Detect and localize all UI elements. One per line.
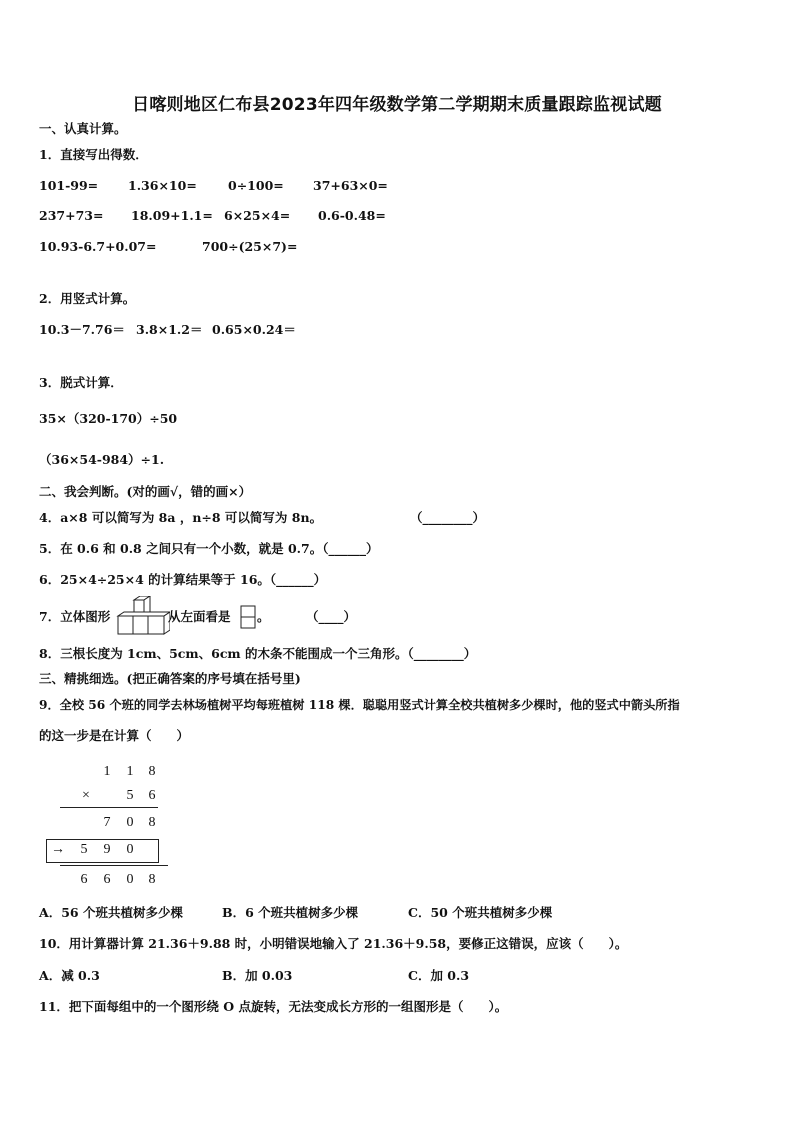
calc-digit: 1	[126, 764, 134, 779]
calc-digit: 6	[103, 872, 111, 887]
q1-item: 37+63×0=	[313, 178, 388, 193]
calc-digit: 7	[103, 815, 111, 830]
calc-digit: 6	[148, 788, 156, 803]
calc-digit: 1	[103, 764, 111, 779]
section-3-heading: 三、精挑细选。(把正确答案的序号填在括号里)	[39, 671, 301, 686]
q7-suffix: 。	[257, 609, 270, 624]
calc-digit: 5	[126, 788, 134, 803]
q9-line-2: 的这一步是在计算（ ）	[39, 728, 190, 743]
q1-item: 0÷100=	[228, 178, 284, 193]
solid-figure-image	[114, 596, 170, 636]
q7-middle: 从左面看是	[168, 609, 231, 624]
q8-text: 8．三根长度为 1cm、5cm、6cm 的木条不能围成一个三角形。（________）	[39, 646, 477, 661]
side-view-image	[240, 605, 256, 629]
calc-digit: 9	[103, 842, 111, 857]
q2-item: 3.8×1.2＝	[136, 322, 203, 337]
section-2-heading: 二、我会判断。(对的画√，错的画×）	[39, 484, 252, 499]
q1-item: 18.09+1.1=	[131, 208, 213, 223]
q1-label: 1．直接写出得数．	[39, 147, 148, 162]
calc-digit: 8	[148, 764, 156, 779]
calc-rule	[60, 807, 158, 808]
q2-label: 2．用竖式计算。	[39, 291, 136, 306]
calc-digit: 0	[126, 872, 134, 887]
q9-option-b: B．6 个班共植树多少棵	[222, 905, 359, 920]
q10-option-b: B．加 0.03	[222, 968, 293, 983]
q9-line-1: 9．全校 56 个班的同学去林场植树平均每班植树 118 棵．聪聪用竖式计算全校共植树多少棵时，他的竖式中箭头所指	[39, 698, 680, 712]
calc-digit: 8	[148, 815, 156, 830]
calc-rule	[60, 865, 168, 866]
q6-text: 6．25×4÷25×4 的计算结果等于 16。（______）	[39, 572, 327, 587]
calc-digit: 0	[126, 842, 134, 857]
q9-option-a: A．56 个班共植树多少棵	[39, 905, 183, 920]
q1-item: 1.36×10=	[128, 178, 197, 193]
q1-item: 0.6-0.48=	[318, 208, 386, 223]
q4-answer-blank: （________）	[410, 510, 486, 525]
q7-prefix: 7．立体图形	[39, 609, 111, 624]
page-title: 日喀则地区仁布县2023年四年级数学第二学期期末质量跟踪监视试题	[132, 95, 662, 115]
q4-text: 4．a×8 可以简写为 8a ，n÷8 可以简写为 8n。	[39, 510, 323, 525]
q3-item: （36×54-984）÷1.	[39, 452, 165, 467]
calc-digit: 5	[80, 842, 88, 857]
q9-option-c: C．50 个班共植树多少棵	[408, 905, 553, 920]
section-1-heading: 一、认真计算。	[39, 121, 127, 136]
q7-answer-blank: （____）	[306, 609, 357, 624]
q1-item: 700÷(25×7)=	[202, 239, 298, 254]
q11-text: 11．把下面每组中的一个图形绕 O 点旋转，无法变成长方形的一组图形是（ ）。	[39, 999, 508, 1014]
multiply-sign: ×	[82, 788, 90, 803]
q10-option-a: A．减 0.3	[39, 968, 100, 983]
q10-option-c: C．加 0.3	[408, 968, 470, 983]
q2-item: 10.3－7.76＝	[39, 322, 125, 337]
q10-text: 10．用计算器计算 21.36＋9.88 时，小明错误地输入了 21.36＋9.58，要修正这错误，应该（ ）。	[39, 936, 628, 951]
q1-item: 237+73=	[39, 208, 104, 223]
q2-item: 0.65×0.24＝	[212, 322, 296, 337]
calc-digit: 6	[80, 872, 88, 887]
calc-digit: 8	[148, 872, 156, 887]
q5-text: 5．在 0.6 和 0.8 之间只有一个小数，就是 0.7。（______）	[39, 541, 379, 556]
q1-item: 101-99=	[39, 178, 99, 193]
q1-item: 10.93-6.7+0.07=	[39, 239, 157, 254]
q3-label: 3．脱式计算．	[39, 375, 123, 390]
q1-item: 6×25×4=	[224, 208, 291, 223]
calc-digit: 0	[126, 815, 134, 830]
q3-item: 35×（320-170）÷50	[39, 411, 178, 426]
arrow-icon: →	[51, 842, 65, 857]
